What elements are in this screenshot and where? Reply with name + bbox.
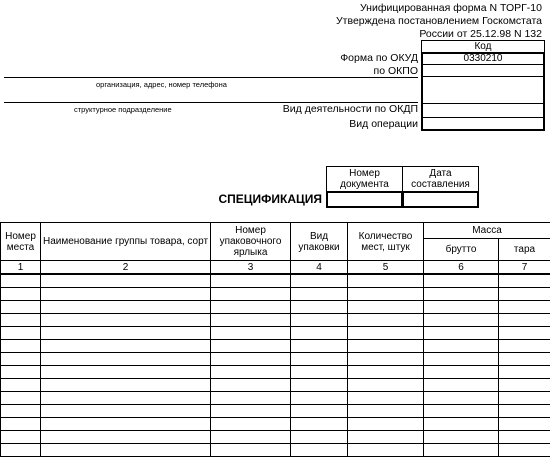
col-header-group-name: Наименование группы товара, сорт xyxy=(41,223,211,261)
table-cell[interactable] xyxy=(499,314,550,327)
table-cell[interactable] xyxy=(499,353,550,366)
table-row xyxy=(1,366,550,379)
table-cell[interactable] xyxy=(291,405,348,418)
table-row xyxy=(1,327,550,340)
table-cell[interactable] xyxy=(499,431,550,444)
table-cell[interactable] xyxy=(41,301,211,314)
organization-caption: организация, адрес, номер телефона xyxy=(96,80,227,89)
table-cell[interactable] xyxy=(1,340,41,353)
col-header-gross: брутто xyxy=(424,239,499,261)
table-cell[interactable] xyxy=(424,431,499,444)
col-number: 6 xyxy=(424,261,499,275)
table-cell[interactable] xyxy=(499,366,550,379)
code-header: Код xyxy=(421,40,545,52)
table-cell[interactable] xyxy=(291,314,348,327)
table-cell[interactable] xyxy=(211,274,291,288)
form-header-line1: Унифицированная форма N ТОРГ-10 xyxy=(359,2,542,14)
table-cell[interactable] xyxy=(291,418,348,431)
table-cell[interactable] xyxy=(41,444,211,457)
document-title: СПЕЦИФИКАЦИЯ xyxy=(218,192,322,206)
doc-number-header: Номер документа xyxy=(326,166,403,192)
table-cell[interactable] xyxy=(499,392,550,405)
table-cell[interactable] xyxy=(499,274,550,288)
table-cell[interactable] xyxy=(1,444,41,457)
table-row xyxy=(1,288,550,301)
col-header-pack-type: Вид упаковки xyxy=(291,223,348,261)
table-row xyxy=(1,314,550,327)
form-header-line2: Утверждена постановлением Госкомстата xyxy=(336,15,542,27)
table-cell[interactable] xyxy=(211,418,291,431)
table-cell[interactable] xyxy=(291,366,348,379)
table-cell[interactable] xyxy=(211,366,291,379)
col-header-mass: Масса xyxy=(424,223,550,239)
table-cell[interactable] xyxy=(1,274,41,288)
table-cell[interactable] xyxy=(499,288,550,301)
table-cell[interactable] xyxy=(41,340,211,353)
table-cell[interactable] xyxy=(424,301,499,314)
table-cell[interactable] xyxy=(499,340,550,353)
table-body xyxy=(1,274,550,457)
table-cell[interactable] xyxy=(348,418,424,431)
table-cell[interactable] xyxy=(499,301,550,314)
table-cell[interactable] xyxy=(424,353,499,366)
code-divider-2 xyxy=(421,76,545,77)
col-number: 2 xyxy=(41,261,211,275)
table-row xyxy=(1,444,550,457)
table-cell[interactable] xyxy=(41,314,211,327)
specification-table xyxy=(0,222,550,457)
table-cell[interactable] xyxy=(499,418,550,431)
subdivision-caption: структурное подразделение xyxy=(74,105,172,114)
table-cell[interactable] xyxy=(41,379,211,392)
table-cell[interactable] xyxy=(424,366,499,379)
table-cell[interactable] xyxy=(41,327,211,340)
table-cell[interactable] xyxy=(291,327,348,340)
table-cell[interactable] xyxy=(348,431,424,444)
subdivision-line[interactable] xyxy=(4,102,418,103)
table-cell[interactable] xyxy=(211,392,291,405)
table-cell[interactable] xyxy=(41,405,211,418)
col-header-places-count: Количество мест, штук xyxy=(348,223,424,261)
table-cell[interactable] xyxy=(424,405,499,418)
table-cell[interactable] xyxy=(348,327,424,340)
table-cell[interactable] xyxy=(291,340,348,353)
doc-number-field[interactable] xyxy=(326,191,403,208)
okpo-label: по ОКПО xyxy=(373,65,418,77)
table-cell[interactable] xyxy=(424,274,499,288)
table-cell[interactable] xyxy=(1,314,41,327)
table-cell[interactable] xyxy=(291,274,348,288)
col-header-place-no: Номер места xyxy=(1,223,41,261)
table-cell[interactable] xyxy=(348,353,424,366)
table-cell[interactable] xyxy=(1,379,41,392)
table-cell[interactable] xyxy=(348,379,424,392)
col-number: 5 xyxy=(348,261,424,275)
table-row xyxy=(1,431,550,444)
table-row xyxy=(1,418,550,431)
table-row xyxy=(1,274,550,288)
col-number: 4 xyxy=(291,261,348,275)
table-cell[interactable] xyxy=(211,444,291,457)
table-cell[interactable] xyxy=(291,301,348,314)
okdp-code-value[interactable] xyxy=(423,104,543,117)
table-cell[interactable] xyxy=(424,379,499,392)
col-number: 7 xyxy=(499,261,550,275)
table-cell[interactable] xyxy=(348,340,424,353)
table-cell[interactable] xyxy=(348,366,424,379)
table-cell[interactable] xyxy=(424,288,499,301)
col-number: 3 xyxy=(211,261,291,275)
table-cell[interactable] xyxy=(424,392,499,405)
table-cell[interactable] xyxy=(1,392,41,405)
table-cell[interactable] xyxy=(41,353,211,366)
table-cell[interactable] xyxy=(211,379,291,392)
table-cell[interactable] xyxy=(424,314,499,327)
table-cell[interactable] xyxy=(348,392,424,405)
col-header-label-no: Номер упаковочного ярлыка xyxy=(211,223,291,261)
table-cell[interactable] xyxy=(1,366,41,379)
table-cell[interactable] xyxy=(348,314,424,327)
table-cell[interactable] xyxy=(1,405,41,418)
table-cell[interactable] xyxy=(424,340,499,353)
doc-date-header: Дата составления xyxy=(402,166,479,192)
table-row xyxy=(1,379,550,392)
table-cell[interactable] xyxy=(1,353,41,366)
table-cell[interactable] xyxy=(41,418,211,431)
table-cell[interactable] xyxy=(348,444,424,457)
table-cell[interactable] xyxy=(499,444,550,457)
okdp-label: Вид деятельности по ОКДП xyxy=(282,103,418,115)
table-cell[interactable] xyxy=(41,274,211,288)
operation-code-value[interactable] xyxy=(423,118,543,130)
table-row xyxy=(1,301,550,314)
table-cell[interactable] xyxy=(1,431,41,444)
table-cell[interactable] xyxy=(499,405,550,418)
table-cell[interactable] xyxy=(211,301,291,314)
table-cell[interactable] xyxy=(1,301,41,314)
table-row xyxy=(1,340,550,353)
table-cell[interactable] xyxy=(348,288,424,301)
table-cell[interactable] xyxy=(211,314,291,327)
table-row xyxy=(1,392,550,405)
operation-label: Вид операции xyxy=(349,118,418,130)
column-numbers-row xyxy=(1,261,550,275)
okpo-code-value[interactable] xyxy=(423,65,543,76)
table-cell[interactable] xyxy=(291,392,348,405)
table-cell[interactable] xyxy=(291,379,348,392)
table-cell[interactable] xyxy=(1,288,41,301)
table-cell[interactable] xyxy=(41,366,211,379)
table-cell[interactable] xyxy=(499,379,550,392)
table-cell[interactable] xyxy=(41,431,211,444)
table-cell[interactable] xyxy=(291,353,348,366)
table-cell[interactable] xyxy=(211,353,291,366)
table-cell[interactable] xyxy=(348,301,424,314)
table-cell[interactable] xyxy=(424,327,499,340)
table-cell[interactable] xyxy=(348,274,424,288)
okud-label: Форма по ОКУД xyxy=(340,52,418,64)
table-row xyxy=(1,353,550,366)
table-cell[interactable] xyxy=(424,444,499,457)
organization-line[interactable] xyxy=(4,77,418,78)
table-cell[interactable] xyxy=(499,327,550,340)
table-cell[interactable] xyxy=(1,327,41,340)
table-cell[interactable] xyxy=(211,405,291,418)
table-cell[interactable] xyxy=(41,392,211,405)
table-cell[interactable] xyxy=(291,288,348,301)
table-cell[interactable] xyxy=(211,431,291,444)
table-row xyxy=(1,405,550,418)
table-cell[interactable] xyxy=(1,418,41,431)
table-cell[interactable] xyxy=(211,288,291,301)
okud-code-value[interactable]: 0330210 xyxy=(463,53,503,64)
col-number: 1 xyxy=(1,261,41,275)
form-header-line3: России от 25.12.98 N 132 xyxy=(419,28,542,40)
table-cell[interactable] xyxy=(291,431,348,444)
table-cell[interactable] xyxy=(348,405,424,418)
doc-date-field[interactable] xyxy=(402,191,479,208)
table-cell[interactable] xyxy=(211,327,291,340)
table-cell[interactable] xyxy=(41,288,211,301)
col-header-tare: тара xyxy=(499,239,550,261)
table-cell[interactable] xyxy=(424,418,499,431)
table-cell[interactable] xyxy=(291,444,348,457)
table-cell[interactable] xyxy=(211,340,291,353)
